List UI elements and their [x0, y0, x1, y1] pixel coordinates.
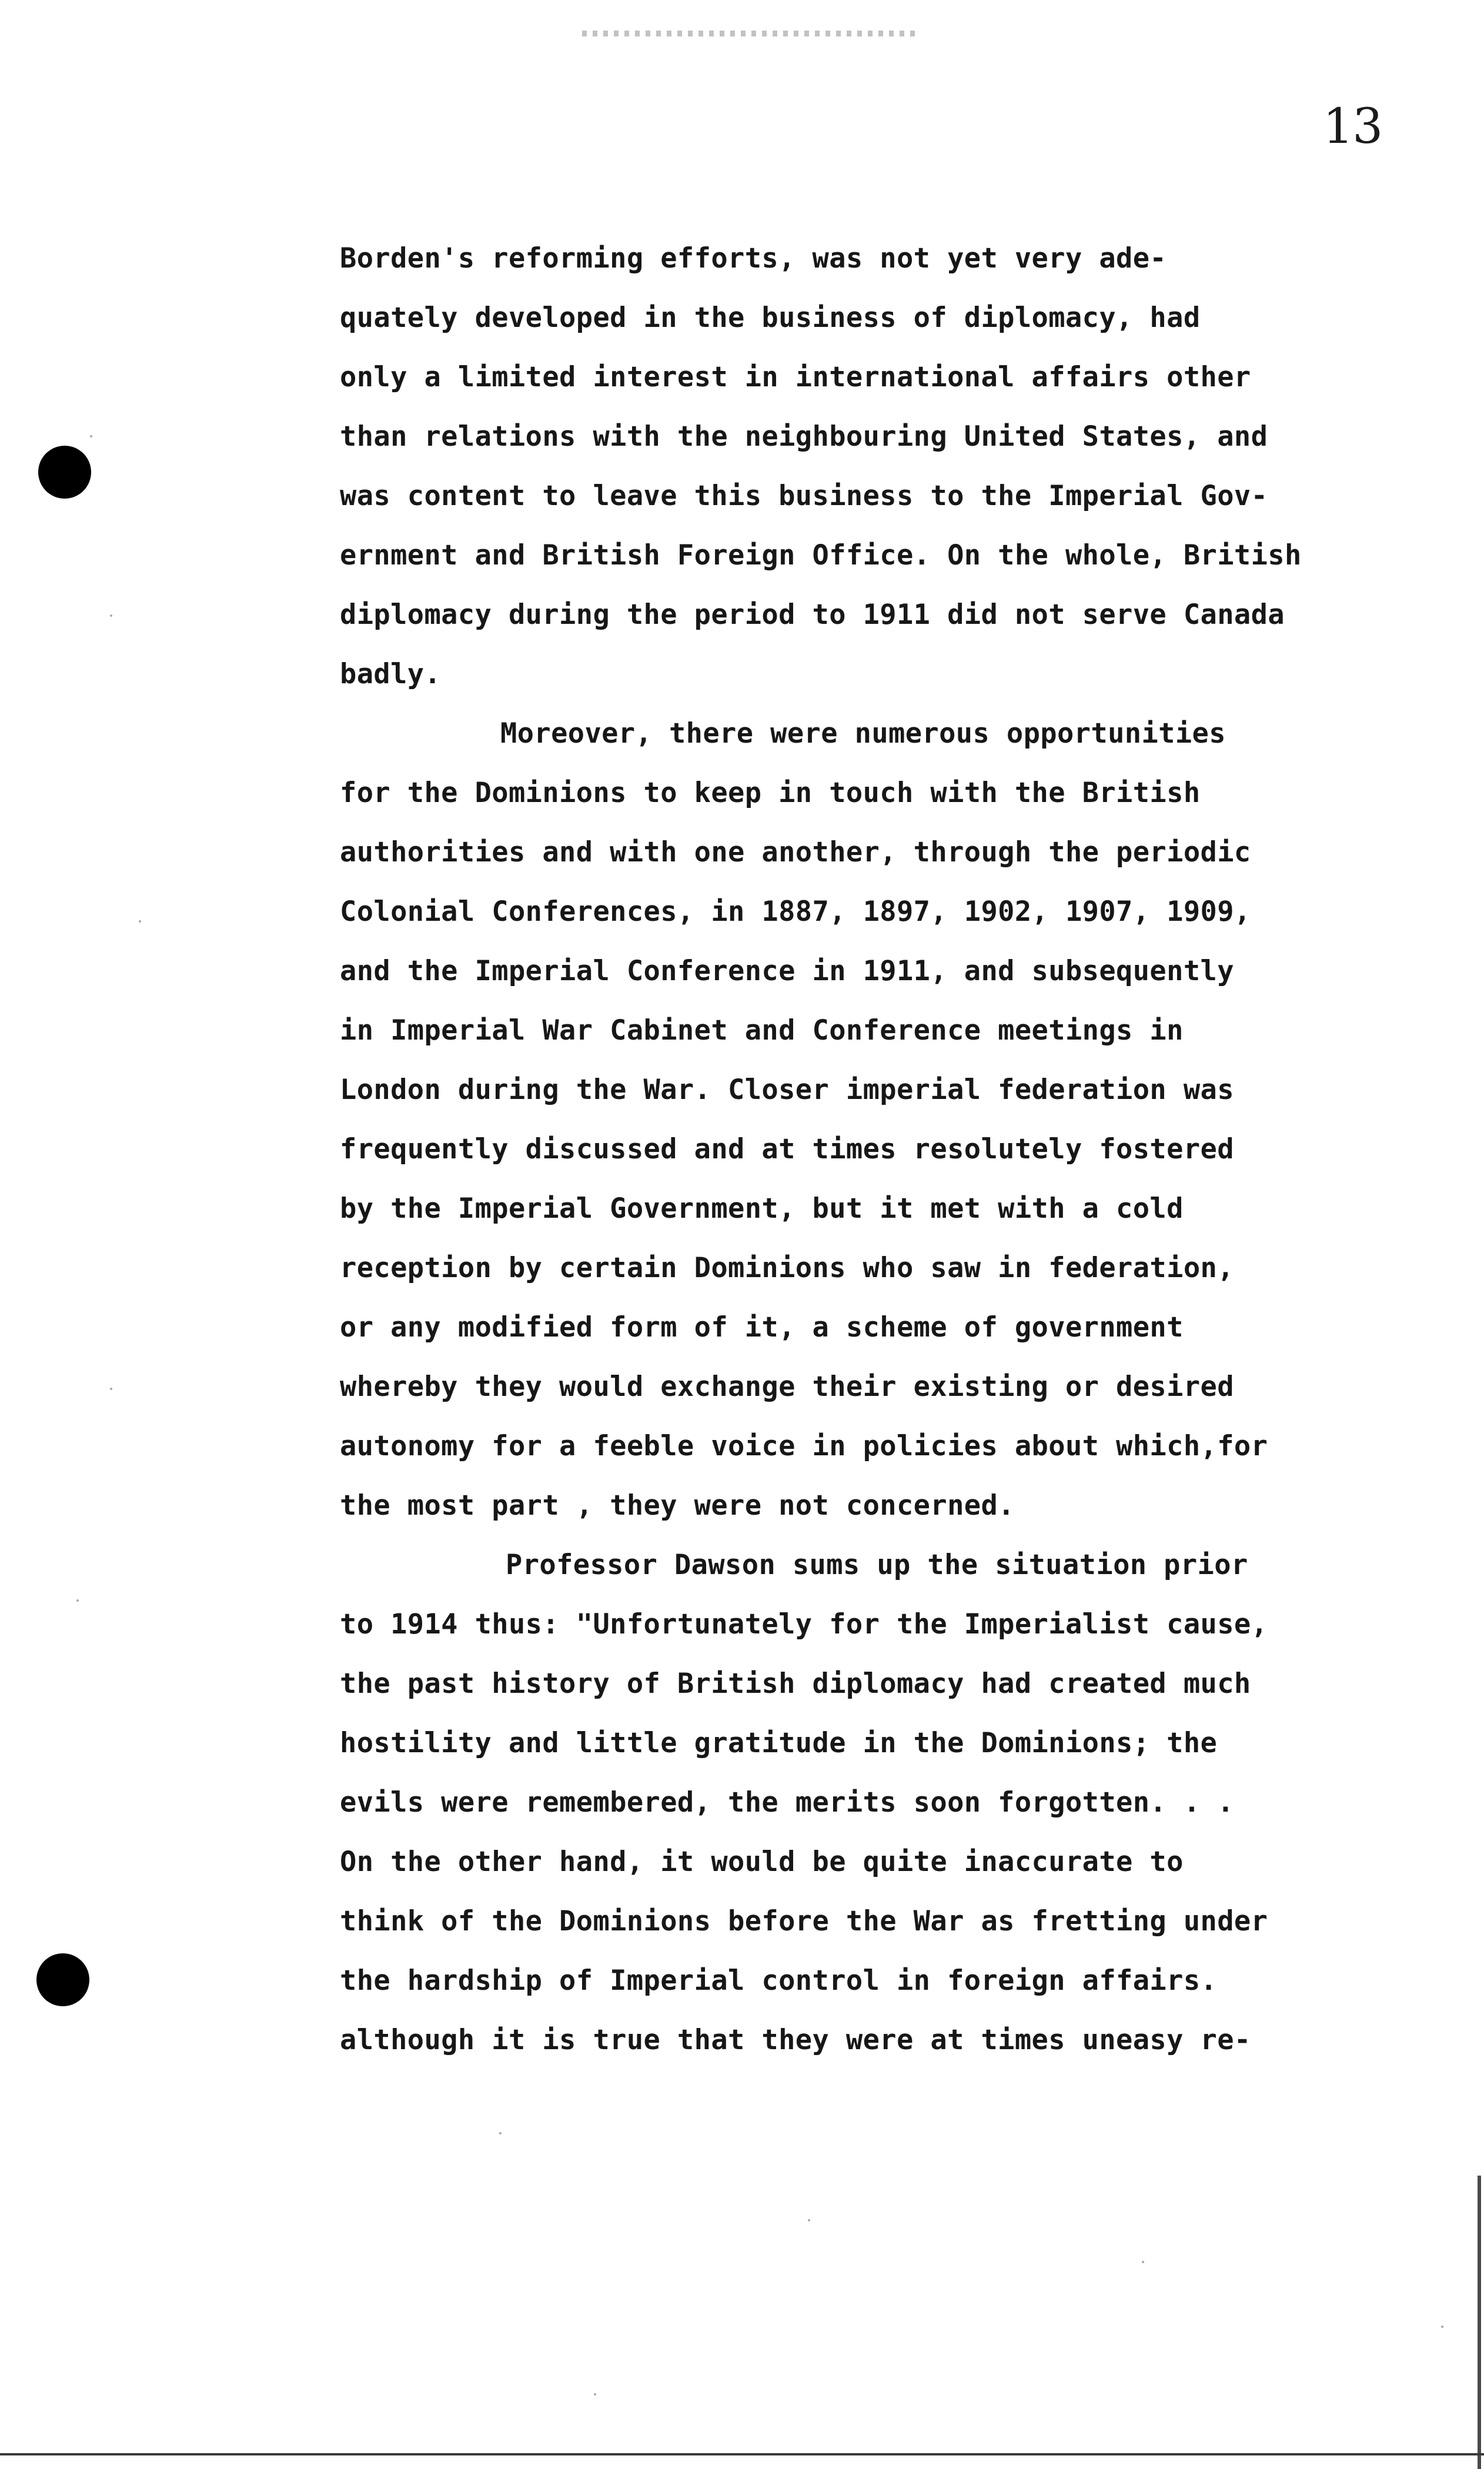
- scan-speck: [90, 435, 92, 437]
- scan-edge: [1478, 2176, 1481, 2469]
- text-line: evils were remembered, the merits soon forgotten. . .: [340, 1786, 1234, 1819]
- text-line: than relations with the neighbouring United States, and: [340, 420, 1268, 453]
- scan-speck: [110, 1388, 112, 1390]
- text-line: whereby they would exchange their existing or desired: [340, 1371, 1234, 1403]
- scan-speck: [139, 920, 141, 923]
- binder-hole: [38, 446, 91, 499]
- scan-edge: [0, 2453, 1484, 2455]
- scan-speck: [1441, 2326, 1443, 2328]
- text-line: Colonial Conferences, in 1887, 1897, 1902, 1907, 1909,: [340, 896, 1251, 928]
- text-line: autonomy for a feeble voice in policies about which,for: [340, 1430, 1268, 1462]
- text-line: was content to leave this business to the Imperial Gov-: [340, 480, 1268, 512]
- text-line: although it is true that they were at times uneasy re-: [340, 2024, 1251, 2056]
- text-line: think of the Dominions before the War as fretting under: [340, 1905, 1268, 1937]
- scan-speck: [499, 2132, 502, 2134]
- scan-speck: [1142, 2261, 1144, 2263]
- binder-hole: [36, 1953, 89, 2006]
- text-line: Professor Dawson sums up the situation prior: [506, 1549, 1248, 1581]
- text-line: hostility and little gratitude in the Dominions; the: [340, 1727, 1218, 1759]
- text-line: the hardship of Imperial control in foreign affairs.: [340, 1964, 1218, 1997]
- scan-speck: [76, 1599, 79, 1602]
- text-line: Borden's reforming efforts, was not yet very ade-: [340, 242, 1167, 275]
- text-line: diplomacy during the period to 1911 did not serve Canada: [340, 599, 1285, 631]
- text-line: London during the War. Closer imperial federation was: [340, 1074, 1234, 1106]
- scan-speck: [808, 2219, 810, 2221]
- scan-artifact: [582, 31, 920, 36]
- text-line: and the Imperial Conference in 1911, and subsequently: [340, 955, 1234, 987]
- text-line: to 1914 thus: "Unfortunately for the Imperialist cause,: [340, 1608, 1268, 1641]
- text-line: the past history of British diplomacy had created much: [340, 1668, 1251, 1700]
- text-line: frequently discussed and at times resolutely fostered: [340, 1133, 1234, 1165]
- text-line: authorities and with one another, through the periodic: [340, 836, 1251, 868]
- text-line: for the Dominions to keep in touch with the British: [340, 777, 1201, 809]
- text-line: ernment and British Foreign Office. On the whole, British: [340, 539, 1302, 572]
- text-line: only a limited interest in international affairs other: [340, 361, 1251, 393]
- text-line: by the Imperial Government, but it met with a cold: [340, 1192, 1184, 1225]
- text-line: reception by certain Dominions who saw in federation,: [340, 1252, 1234, 1284]
- scan-speck: [110, 614, 112, 617]
- text-line: Moreover, there were numerous opportunities: [500, 717, 1226, 750]
- text-line: the most part , they were not concerned.: [340, 1489, 1015, 1522]
- text-line: in Imperial War Cabinet and Conference meetings in: [340, 1014, 1184, 1047]
- text-line: On the other hand, it would be quite inaccurate to: [340, 1846, 1184, 1878]
- text-line: badly.: [340, 658, 442, 690]
- text-line: quately developed in the business of diplomacy, had: [340, 302, 1201, 334]
- text-line: or any modified form of it, a scheme of government: [340, 1311, 1184, 1344]
- page-number: 13: [1323, 99, 1382, 155]
- scan-speck: [594, 2393, 596, 2396]
